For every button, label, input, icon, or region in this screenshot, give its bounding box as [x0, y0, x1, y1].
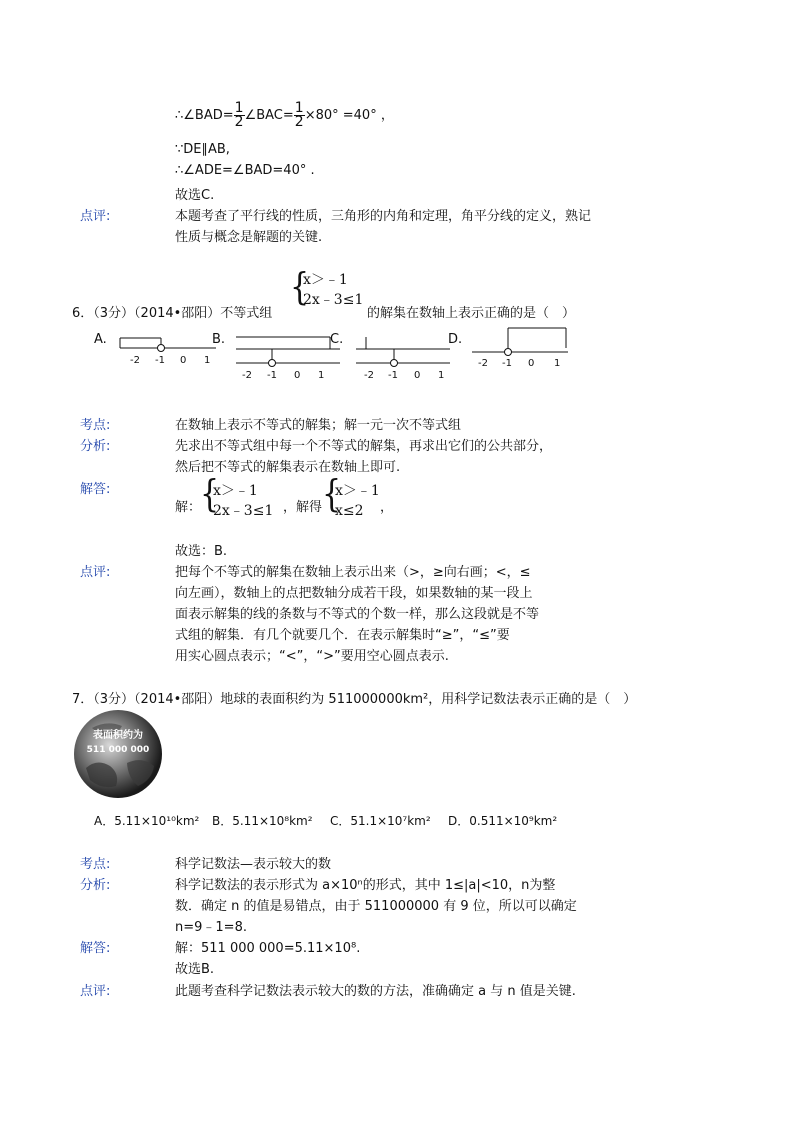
q7-stem: 7．（3分）（2014•邵阳）地球的表面积约为 511000000km²，用科学记数法表示正确的是（ ） — [72, 692, 637, 707]
tick-label: -1 — [388, 370, 398, 381]
open-dot — [391, 360, 398, 367]
q7-option-a: A．5.11×10¹⁰km² — [94, 814, 200, 828]
prev-solution-answer: 故选C. — [175, 188, 215, 203]
system-line: 2x﹣3≤1 — [213, 503, 274, 519]
fenxi-line: 先求出不等式组中每一个不等式的解集，再求出它们的公共部分， — [175, 439, 553, 454]
dianping-line: 式组的解集．有几个就要几个．在表示解集时“≥”，“≤”要 — [175, 628, 510, 643]
dianping-line: 面表示解集的线的条数与不等式的个数一样，那么这段就是不等 — [175, 607, 540, 622]
tick-label: 1 — [438, 370, 445, 381]
number-line-b — [234, 333, 342, 383]
q6-system — [303, 270, 363, 310]
comment-line: 本题考查了平行线的性质，三角形的内角和定理，角平分线的定义，熟记 — [175, 209, 592, 224]
tick-label: -2 — [242, 370, 252, 381]
number-line-d — [470, 318, 570, 370]
frac-den: 2 — [294, 114, 304, 130]
tick-label: 1 — [554, 358, 561, 369]
q7-option-d: D．0.511×10⁹km² — [448, 814, 558, 828]
globe-text: 表面积约为 — [93, 730, 143, 741]
tick-label: 1 — [204, 355, 211, 366]
left-brace: { — [290, 265, 310, 310]
fenxi-label: 分析: — [80, 439, 111, 454]
fenxi-line: 然后把不等式的解集表示在数轴上即可. — [175, 460, 401, 475]
kaodian-label: 考点: — [80, 418, 111, 433]
dianping-line: 向左画），数轴上的点把数轴分成若干段，如果数轴的某一段上 — [175, 586, 533, 601]
tick-label: 0 — [180, 355, 187, 366]
number-line-a — [118, 330, 218, 370]
tick-label: -1 — [267, 370, 277, 381]
system-line: x≤2 — [335, 503, 364, 519]
dianping-line: 用实心圆点表示；“<”，“>”要用空心圆点表示. — [175, 649, 449, 664]
fraction — [294, 102, 305, 129]
kaodian-text: 在数轴上表示不等式的解集；解一元一次不等式组 — [175, 418, 462, 433]
tick-label: -2 — [364, 370, 374, 381]
open-dot — [158, 345, 165, 352]
comment-label: 点评: — [80, 209, 111, 224]
kaodian-label: 考点: — [80, 857, 111, 872]
system-line: x＞﹣1 — [303, 272, 348, 288]
fenxi-line: 数．确定 n 的值是易错点，由于 511000000 有 9 位，所以可以确定 — [175, 899, 577, 914]
frac-num: 1 — [234, 100, 244, 116]
option-d-label: D. — [448, 332, 463, 347]
jieda-label: 解答: — [80, 941, 111, 956]
comment-line: 性质与概念是解题的关键. — [175, 230, 323, 245]
tick-label: -2 — [478, 358, 488, 369]
prev-solution-line3: ∴∠ADE=∠BAD=40° . — [175, 163, 315, 178]
left-brace: { — [322, 472, 342, 517]
fraction — [234, 102, 245, 129]
jie-suffix: ， — [380, 500, 394, 515]
dianping-label: 点评: — [80, 984, 111, 999]
tick-label: 0 — [294, 370, 301, 381]
system-line: x＞﹣1 — [213, 483, 258, 499]
open-dot — [505, 349, 512, 356]
option-b-label: B. — [212, 332, 226, 347]
system-line: 2x﹣3≤1 — [303, 292, 364, 308]
tick-label: -1 — [502, 358, 512, 369]
text: ∴∠BAD= — [175, 108, 234, 123]
jieda-label: 解答: — [80, 482, 111, 497]
tick-label: 0 — [414, 370, 421, 381]
kaodian-text: 科学记数法—表示较大的数 — [175, 857, 332, 872]
fenxi-label: 分析: — [80, 878, 111, 893]
jie-prefix: 解： — [175, 500, 202, 515]
globe-image — [72, 708, 164, 800]
q7-answer: 故选B. — [175, 962, 215, 977]
text: ∠BAC= — [244, 108, 294, 123]
jie-result — [335, 481, 380, 521]
dianping-label: 点评: — [80, 565, 111, 580]
option-c-label: C. — [330, 332, 344, 347]
fenxi-line: n=9﹣1=8. — [175, 920, 247, 935]
fenxi-line: 科学记数法的表示形式为 a×10ⁿ的形式，其中 1≤|a|<10，n为整 — [175, 878, 556, 893]
dianping-line: 把每个不等式的解集在数轴上表示出来（>，≥向右画；<，≤ — [175, 565, 531, 580]
jie-system — [213, 481, 273, 521]
dianping-line: 此题考查科学记数法表示较大的数的方法，准确确定 a 与 n 值是关键. — [175, 984, 576, 999]
left-brace: { — [200, 472, 220, 517]
option-a-label: A. — [94, 332, 107, 347]
jie-mid: ，解得 — [283, 500, 323, 515]
q7-option-c: C．51.1×10⁷km² — [330, 814, 431, 828]
q6-stem-suffix: 的解集在数轴上表示正确的是（ ） — [367, 306, 576, 321]
frac-num: 1 — [294, 100, 304, 116]
q6-stem-prefix: 6．（3分）（2014•邵阳）不等式组 — [72, 306, 273, 321]
q7-option-b: B．5.11×10⁸km² — [212, 814, 313, 828]
prev-solution-line2: ∵DE∥AB, — [175, 142, 230, 157]
tick-label: -2 — [130, 355, 140, 366]
jie-text: 解：511 000 000=5.11×10⁸. — [175, 941, 361, 956]
tick-label: 1 — [318, 370, 325, 381]
prev-solution-line1 — [175, 102, 394, 129]
q6-answer: 故选：B. — [175, 544, 228, 559]
number-line-c — [354, 333, 454, 383]
frac-den: 2 — [234, 114, 244, 130]
globe-text: 511 000 000 — [86, 745, 150, 755]
tick-label: -1 — [155, 355, 165, 366]
tick-label: 0 — [528, 358, 535, 369]
open-dot — [269, 360, 276, 367]
text: ×80° =40° ， — [304, 108, 394, 123]
system-line: x＞﹣1 — [335, 483, 380, 499]
